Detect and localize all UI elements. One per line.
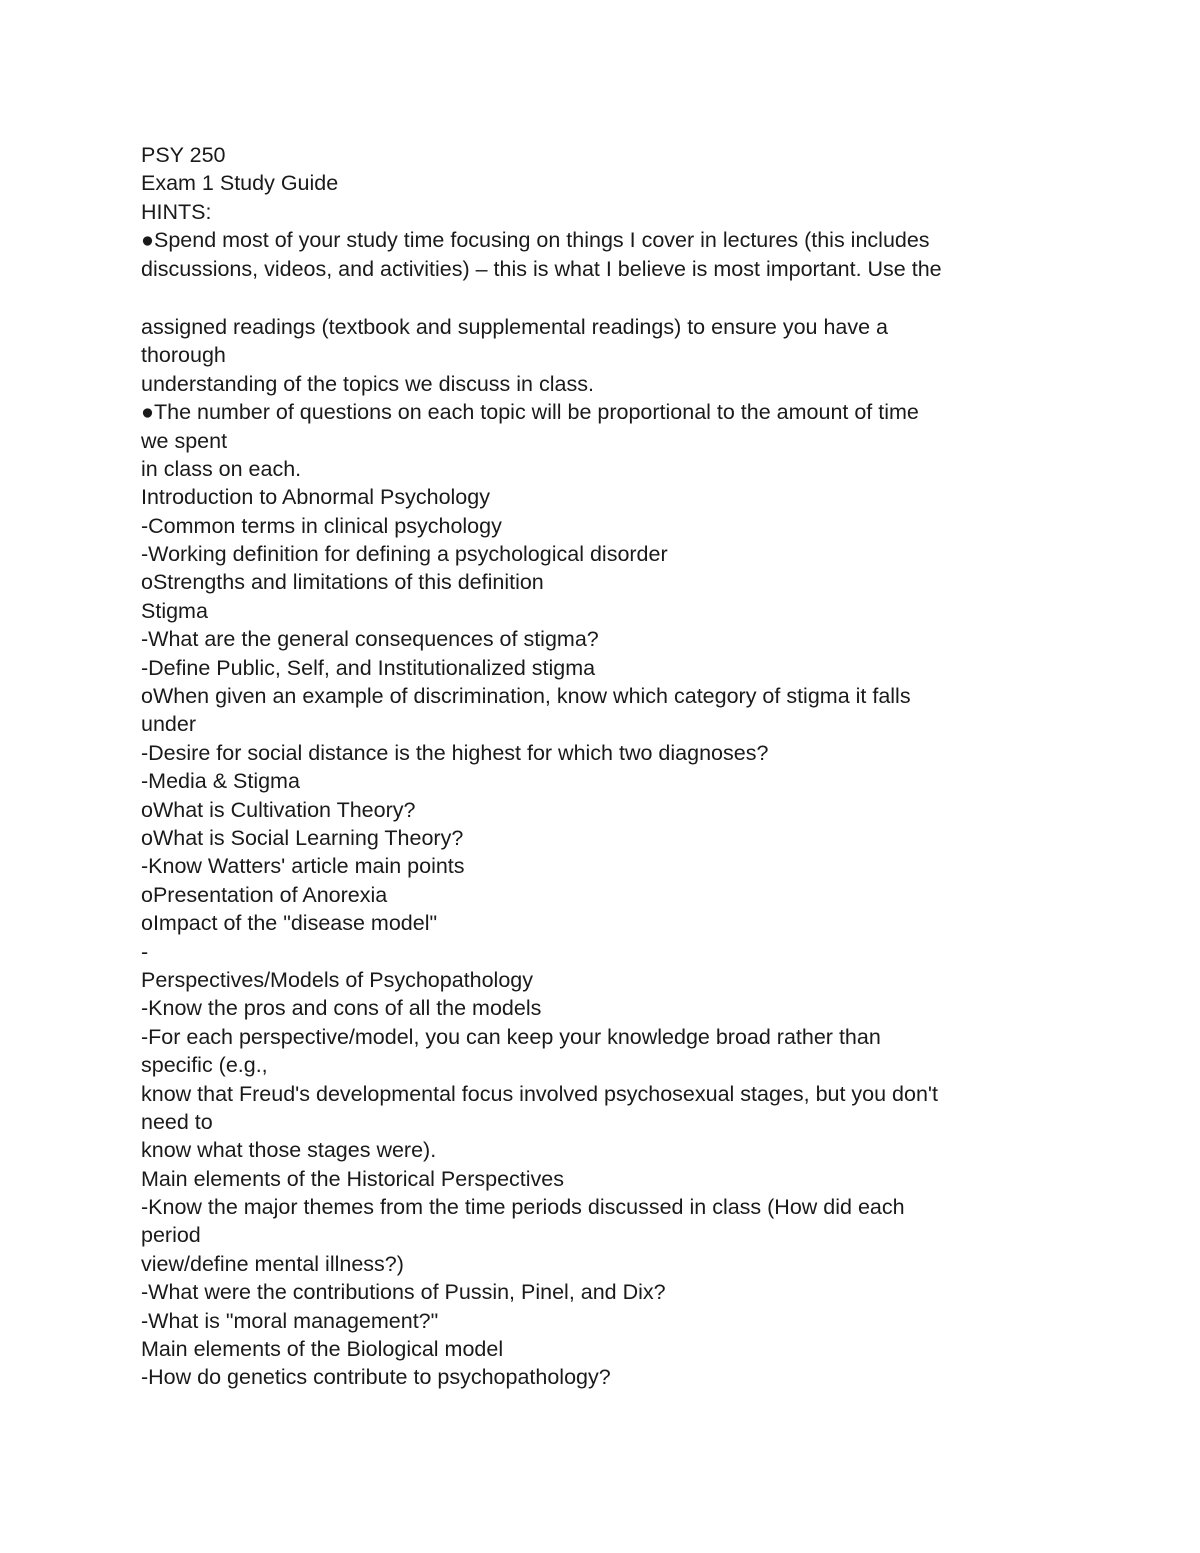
hint-line: we spent: [141, 428, 228, 453]
hint-line: understanding of the topics we discuss in class.: [141, 371, 594, 396]
topic-item: -: [141, 939, 149, 964]
section-heading: Main elements of the Biological model: [141, 1337, 504, 1362]
topic-item: -Common terms in clinical psychology: [141, 513, 502, 538]
course-title: PSY 250: [141, 143, 226, 167]
hint-line: thorough: [141, 343, 226, 368]
topic-item: -What are the general consequences of stigma?: [141, 627, 599, 652]
sub-topic-item: oWhat is Cultivation Theory?: [141, 797, 416, 822]
hint-line: ●The number of questions on each topic will be proportional to the amount of time: [141, 400, 919, 425]
sub-topic-item: oStrengths and limitations of this definition: [141, 570, 544, 595]
topic-item: -How do genetics contribute to psychopathology?: [141, 1365, 611, 1390]
study-guide-document: [141, 141, 1101, 1392]
blank-line: [141, 283, 1101, 313]
sub-topic-item: oImpact of the "disease model": [141, 911, 438, 936]
section-heading: Stigma: [141, 598, 208, 623]
topic-item: -Know the pros and cons of all the models: [141, 996, 542, 1021]
topic-item: -Define Public, Self, and Institutionalized stigma: [141, 655, 596, 680]
topic-item: know that Freud's developmental focus involved psychosexual stages, but you don't: [141, 1081, 939, 1106]
hint-line: assigned readings (textbook and supplemental readings) to ensure you have a: [141, 314, 889, 339]
hint-line: ●Spend most of your study time focusing on things I cover in lectures (this includes: [141, 228, 930, 253]
topic-item: need to: [141, 1109, 213, 1134]
topic-item: -Working definition for defining a psychological disorder: [141, 542, 668, 567]
topic-item: -What is "moral management?": [141, 1308, 439, 1333]
topic-item: -Know the major themes from the time periods discussed in class (How did each: [141, 1195, 905, 1220]
topic-item: -Desire for social distance is the highest for which two diagnoses?: [141, 740, 769, 765]
section-heading: Main elements of the Historical Perspectives: [141, 1166, 565, 1191]
sub-topic-item: under: [141, 712, 196, 737]
document-title: Exam 1 Study Guide: [141, 171, 339, 196]
section-heading: Perspectives/Models of Psychopathology: [141, 967, 533, 992]
topic-item: specific (e.g.,: [141, 1053, 268, 1078]
topic-item: -For each perspective/model, you can keep your knowledge broad rather than: [141, 1024, 881, 1049]
topic-item: view/define mental illness?): [141, 1251, 404, 1276]
topic-item: know what those stages were).: [141, 1138, 437, 1163]
section-heading: Introduction to Abnormal Psychology: [141, 485, 490, 510]
topic-item: -What were the contributions of Pussin, Pinel, and Dix?: [141, 1280, 666, 1305]
topic-item: -Media & Stigma: [141, 769, 300, 794]
sub-topic-item: oWhat is Social Learning Theory?: [141, 825, 464, 850]
topic-item: period: [141, 1223, 201, 1248]
sub-topic-item: oWhen given an example of discrimination, know which category of stigma it falls: [141, 684, 911, 709]
hint-line: in class on each.: [141, 456, 302, 481]
sub-topic-item: oPresentation of Anorexia: [141, 882, 388, 907]
hints-heading: HINTS:: [141, 199, 212, 224]
hint-line: discussions, videos, and activities) – this is what I believe is most important. Use the: [141, 256, 942, 281]
topic-item: -Know Watters' article main points: [141, 854, 465, 879]
